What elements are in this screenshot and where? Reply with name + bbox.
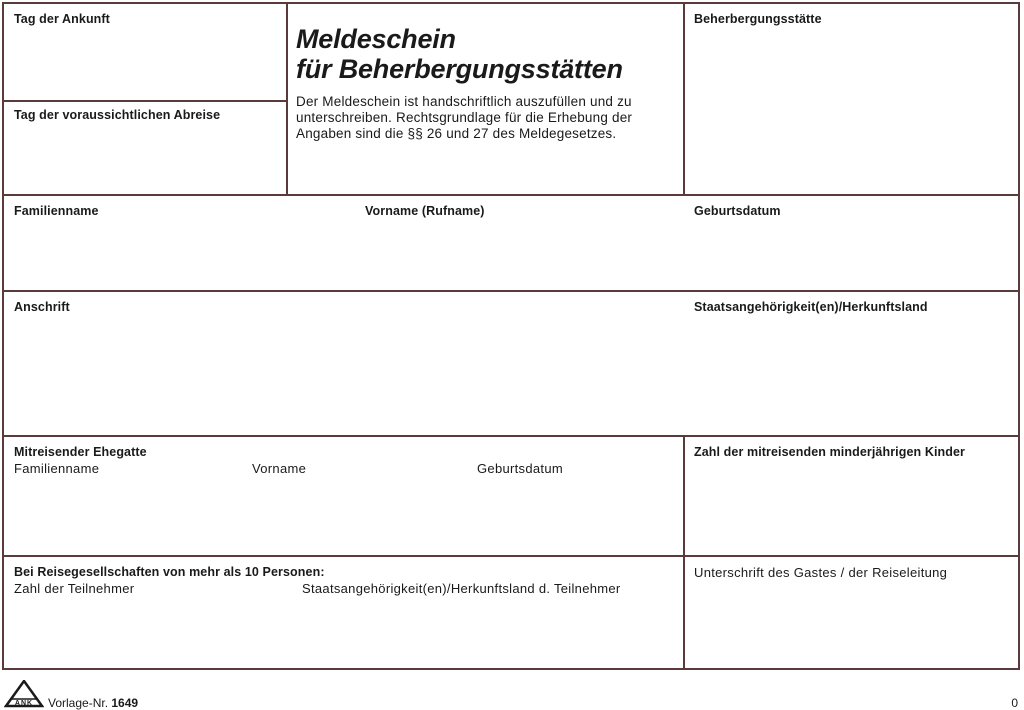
form-title-line2: für Beherbergungsstätten	[296, 54, 623, 84]
form-title	[296, 24, 623, 84]
firstname-label: Vorname (Rufname)	[365, 204, 485, 218]
ank-logo-icon	[4, 680, 44, 708]
form-number	[48, 696, 138, 710]
birthdate-label: Geburtsdatum	[694, 204, 781, 218]
participants-count-label: Zahl der Teilnehmer	[14, 581, 135, 596]
establishment-label: Beherbergungsstätte	[694, 12, 822, 26]
group-section-label: Bei Reisegesellschaften von mehr als 10 Personen:	[14, 565, 325, 579]
divider-header-bottom	[4, 194, 1018, 196]
page-mark: 0	[1011, 696, 1018, 710]
divider-arrival-departure	[4, 100, 286, 102]
address-label: Anschrift	[14, 300, 70, 314]
arrival-date-label: Tag der Ankunft	[14, 12, 110, 26]
surname-label: Familienname	[14, 204, 99, 218]
spouse-firstname-label: Vorname	[252, 461, 307, 476]
divider-spouse-bottom	[4, 555, 1018, 557]
spouse-surname-label: Familienname	[14, 461, 100, 476]
divider-lower-right	[683, 435, 685, 670]
children-count-label: Zahl der mitreisenden minderjährigen Kinder	[694, 445, 966, 459]
divider-header-left	[286, 4, 288, 196]
divider-person-bottom	[4, 290, 1018, 292]
form-footer	[0, 678, 1024, 710]
logo-letters: ANK	[14, 700, 34, 707]
form-number-value: 1649	[111, 696, 139, 710]
form-number-prefix: Vorlage-Nr.	[48, 696, 109, 710]
signature-label: Unterschrift des Gastes / der Reiseleitung	[694, 565, 948, 580]
form-title-line1: Meldeschein	[296, 24, 456, 54]
participants-nationality-label: Staatsangehörigkeit(en)/Herkunftsland d. Teilnehmer	[302, 581, 621, 596]
nationality-label: Staatsangehörigkeit(en)/Herkunftsland	[694, 300, 928, 314]
divider-address-bottom	[4, 435, 1018, 437]
spouse-section-label: Mitreisender Ehegatte	[14, 445, 147, 459]
spouse-birthdate-label: Geburtsdatum	[477, 461, 563, 476]
departure-date-label: Tag der voraussichtlichen Abreise	[14, 108, 221, 122]
divider-header-right	[683, 4, 685, 196]
form-intro-text: Der Meldeschein ist handschriftlich auszufüllen und zu unterschreiben. Rechtsgrundlage für die Erhebung der Angaben sind die §§ 26 und 27 des Meldegesetzes.	[296, 94, 633, 141]
